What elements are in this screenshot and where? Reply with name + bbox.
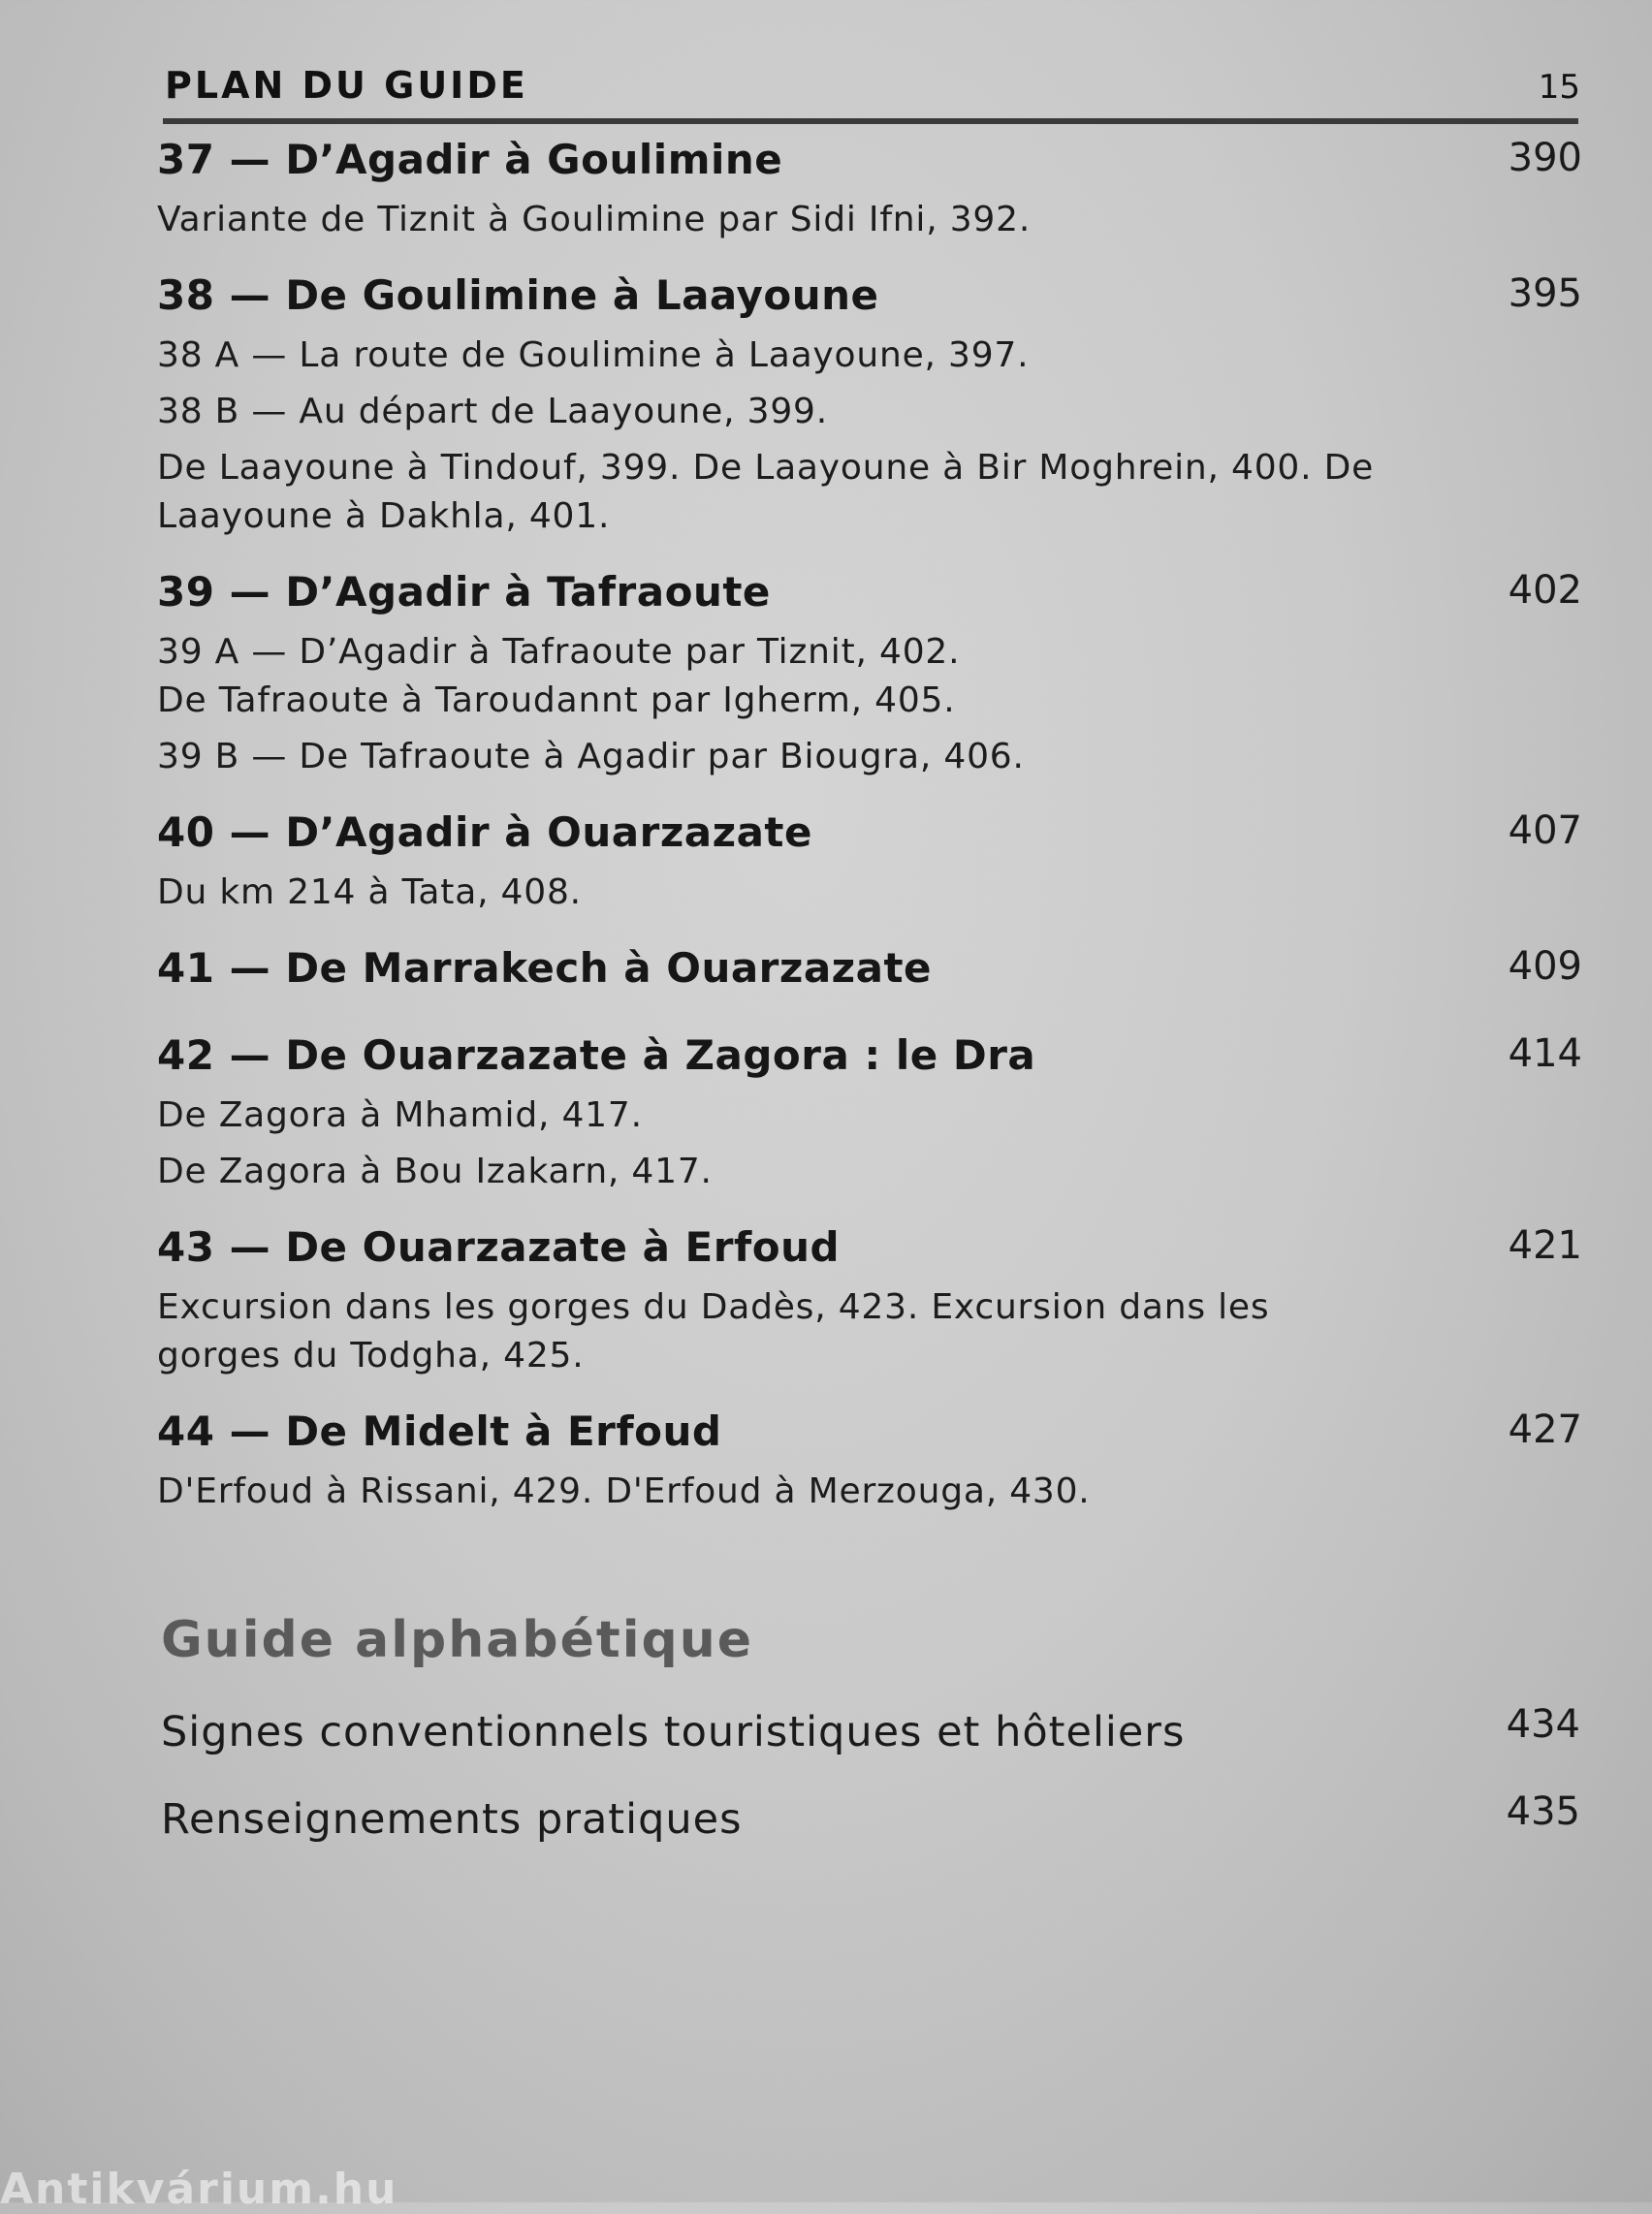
toc-subentry: D'Erfoud à Rissani, 429. D'Erfoud à Merzouga, 430. (157, 1471, 1091, 1511)
toc-entry-title: 44 — De Midelt à Erfoud (157, 1407, 722, 1455)
index-row-label: Renseignements pratiques (161, 1795, 743, 1844)
index-row-label: Signes conventionnels touristiques et hôteliers (161, 1708, 1186, 1756)
toc-subentry: 38 A — La route de Goulimine à Laayoune, 397. (157, 335, 1030, 375)
toc-subentry: 38 B — Au départ de Laayoune, 399. (157, 392, 828, 431)
page-number: 15 (1538, 68, 1580, 107)
toc-entry-42 (157, 1031, 1582, 1196)
toc-subentry: De Laayoune à Tindouf, 399. De Laayoune à Bir Moghrein, 400. De Laayoune à Dakhla, 401. (157, 448, 1375, 536)
toc-entry-41 (157, 944, 1582, 1004)
toc-entry-page: 395 (1508, 271, 1582, 316)
running-header (165, 64, 1580, 122)
toc-entry-39 (157, 568, 1582, 781)
toc-subentry: De Zagora à Bou Izakarn, 417. (157, 1152, 713, 1191)
toc-subentry: Du km 214 à Tata, 408. (157, 872, 582, 912)
header-rule (163, 118, 1578, 124)
toc-subentry: 39 B — De Tafraoute à Agadir par Biougra, 406. (157, 737, 1025, 776)
toc-entry-title: 40 — D’Agadir à Ouarzazate (157, 808, 812, 856)
toc-entry-37 (157, 136, 1582, 244)
toc-entry-43 (157, 1223, 1582, 1380)
table-of-contents (157, 136, 1582, 1543)
toc-entry-title: 42 — De Ouarzazate à Zagora : le Dra (157, 1031, 1036, 1079)
index-row-page: 434 (1506, 1702, 1580, 1747)
toc-entry-page: 390 (1508, 136, 1582, 180)
toc-subentry: Excursion dans les gorges du Dadès, 423. Excursion dans les gorges du Todgha, 425. (157, 1287, 1270, 1376)
toc-entry-title: 41 — De Marrakech à Ouarzazate (157, 944, 933, 992)
index-row-page: 435 (1506, 1789, 1580, 1834)
running-header-title: PLAN DU GUIDE (165, 64, 528, 107)
toc-entry-page: 407 (1508, 808, 1582, 853)
toc-entry-40 (157, 808, 1582, 917)
toc-entry-page: 402 (1508, 568, 1582, 613)
toc-entry-page: 427 (1508, 1407, 1582, 1452)
toc-entry-title: 38 — De Goulimine à Laayoune (157, 271, 879, 319)
toc-entry-title: 43 — De Ouarzazate à Erfoud (157, 1223, 841, 1271)
toc-entry-title: 37 — D’Agadir à Goulimine (157, 136, 783, 183)
toc-entry-44 (157, 1407, 1582, 1516)
index-row (161, 1702, 1580, 1766)
index-row (161, 1789, 1580, 1853)
toc-subentry: Variante de Tiznit à Goulimine par Sidi Ifni, 392. (157, 200, 1032, 239)
toc-subentry: De Tafraoute à Taroudannt par Igherm, 405. (157, 680, 956, 720)
toc-subentry: 39 A — D’Agadir à Tafraoute par Tiznit, 402. (157, 632, 961, 672)
toc-entry-page: 409 (1508, 944, 1582, 989)
watermark: Antikvárium.hu (0, 2165, 398, 2214)
toc-entry-page: 414 (1508, 1031, 1582, 1076)
toc-entry-page: 421 (1508, 1223, 1582, 1268)
toc-subentry: De Zagora à Mhamid, 417. (157, 1095, 643, 1135)
toc-entry-title: 39 — D’Agadir à Tafraoute (157, 568, 771, 616)
toc-entry-38 (157, 271, 1582, 541)
section-heading: Guide alphabétique (161, 1611, 754, 1669)
